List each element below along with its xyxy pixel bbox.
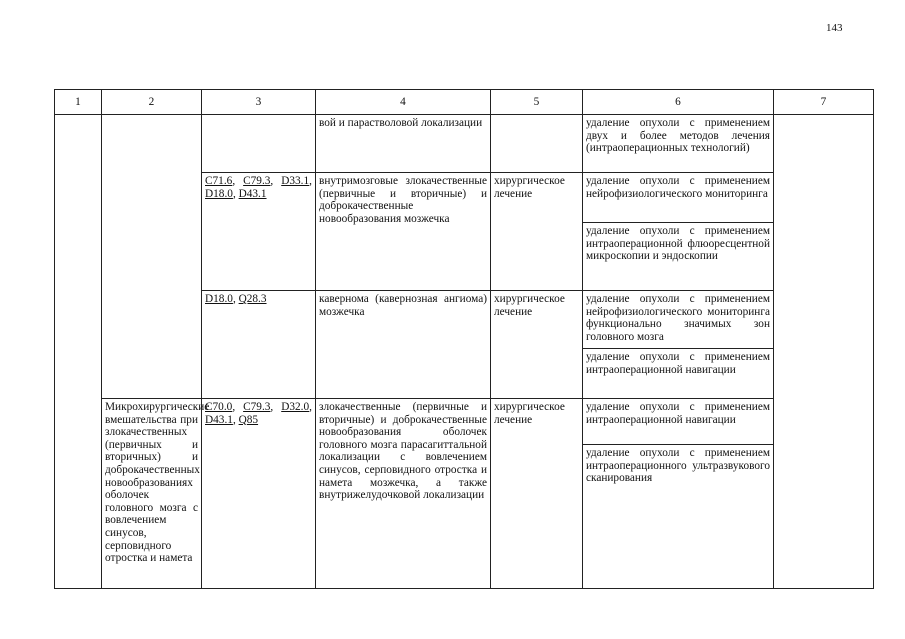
- method-cell: удаление опухоли с применением интраоперационной навигации: [583, 399, 774, 445]
- codes-cell: C70.0, C79.3, D32.0, D43.1, Q85: [202, 399, 316, 589]
- diagnosis-cell: злокачественные (первичные и вторичные) и доброкачественные новообразования оболочек головного мозга парасагиттальной локализации с вовлечением синусов, серповидного отростка и намета мозжечка, а также внутрижелудочковой локализации: [316, 399, 491, 589]
- method-cell: удаление опухоли с применением интраоперационной флюоресцентной микроскопии и эндоскопии: [583, 223, 774, 291]
- header-col-2: 2: [102, 90, 202, 115]
- code-link[interactable]: D43.1: [238, 187, 267, 200]
- code-link[interactable]: D18.0: [205, 293, 233, 305]
- code-link[interactable]: Q85: [238, 413, 259, 426]
- diagnosis-cell: внутримозговые злокачественные (первичные и вторичные) и доброкачественные новообразования мозжечка: [316, 173, 491, 291]
- col1-cell: [55, 115, 102, 589]
- method-cell: удаление опухоли с применением двух и более методов лечения (интраоперационных технологий): [583, 115, 774, 173]
- header-col-4: 4: [316, 90, 491, 115]
- treatment-cell: хирургическое лечение: [491, 399, 583, 589]
- treatment-cell: хирургическое лечение: [491, 173, 583, 291]
- method-cell: удаление опухоли с применением интраоперационной навигации: [583, 349, 774, 399]
- codes-cell: D18.0, Q28.3: [202, 291, 316, 399]
- table-row: [55, 399, 874, 445]
- header-col-5: 5: [491, 90, 583, 115]
- diagnosis-cell: кавернома (кавернозная ангиома) мозжечка: [316, 291, 491, 399]
- table-row: [55, 115, 874, 173]
- method-cell: удаление опухоли с применением нейрофизиологического мониторинга: [583, 173, 774, 223]
- header-col-1: 1: [55, 90, 102, 115]
- page-number: 143: [826, 22, 843, 34]
- treatment-cell: хирургическое лечение: [491, 291, 583, 399]
- code-link[interactable]: C71.6: [205, 175, 233, 187]
- header-row: [55, 90, 874, 115]
- code-link[interactable]: Q28.3: [238, 293, 267, 305]
- header-col-3: 3: [202, 90, 316, 115]
- header-col-7: 7: [774, 90, 874, 115]
- code-link[interactable]: C79.3: [243, 401, 271, 413]
- code-link[interactable]: C70.0: [205, 401, 233, 413]
- col7-cell: [774, 115, 874, 589]
- col2-cell: [102, 115, 202, 399]
- code-link[interactable]: D33.1: [281, 175, 310, 187]
- procedure-name-cell: Микрохирургические вмешательства при злокачественных (первичных и вторичных) и доброкачественных новообразованиях оболочек головного мозга с вовлечением синусов, серповидного отростка и намета: [102, 399, 202, 589]
- codes-cell: C71.6, C79.3, D33.1, D18.0, D43.1: [202, 173, 316, 291]
- medical-procedures-table: [54, 89, 874, 589]
- code-link[interactable]: D18.0: [205, 187, 233, 200]
- code-link[interactable]: D32.0: [281, 401, 310, 413]
- code-link[interactable]: C79.3: [243, 175, 271, 187]
- col3-cell: [202, 115, 316, 173]
- diagnosis-cell: вой и парастволовой локализации: [316, 115, 491, 173]
- code-link[interactable]: D43.1: [205, 413, 233, 426]
- method-cell: удаление опухоли с применением нейрофизиологического мониторинга функционально значимых зон головного мозга: [583, 291, 774, 349]
- header-col-6: 6: [583, 90, 774, 115]
- method-cell: удаление опухоли с применением интраоперационного ультразвукового сканирования: [583, 445, 774, 589]
- treatment-cell: [491, 115, 583, 173]
